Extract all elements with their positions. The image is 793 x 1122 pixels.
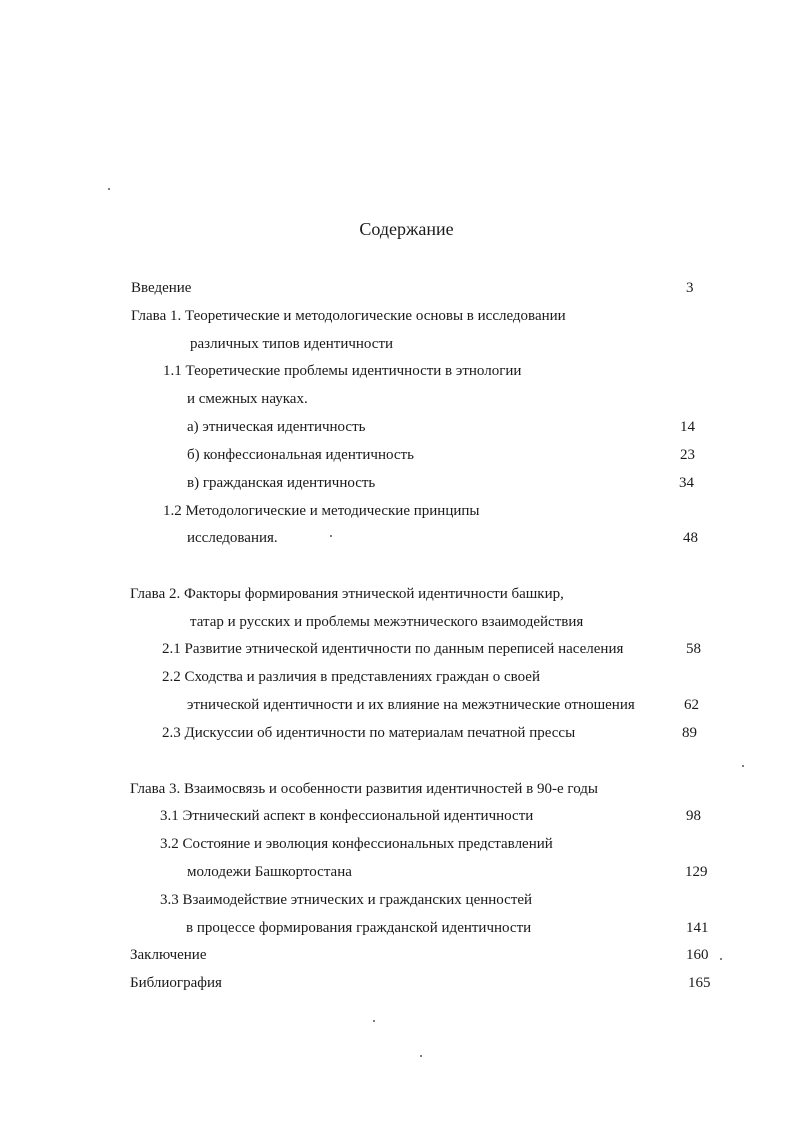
toc-entry-page: 62 [684, 697, 699, 713]
toc-entry-text: этнической идентичности и их влияние на межэтнические отношения [187, 697, 635, 713]
toc-entry-page: 23 [680, 447, 695, 463]
toc-entry-page: 165 [688, 975, 711, 991]
toc-entry-text: Введение [131, 280, 192, 296]
toc-entry-text: 3.2 Состояние и эволюция конфессиональных представлений [160, 836, 553, 852]
toc-entry-text: и смежных науках. [187, 391, 308, 407]
toc-entry-text: 3.3 Взаимодействие этнических и гражданских ценностей [160, 892, 533, 908]
scan-speck [420, 1055, 422, 1057]
toc-entry-page: 129 [685, 864, 708, 880]
toc-entry-text: в) гражданская идентичность [187, 475, 376, 491]
page-title: Содержание [359, 219, 454, 239]
toc-entry-text: Глава 1. Теоретические и методологические основы в исследовании [131, 308, 566, 324]
toc-entry-text: Библиография [130, 975, 222, 991]
scan-speck [373, 1020, 375, 1022]
toc-entry-text: 3.1 Этнический аспект в конфессиональной идентичности [160, 808, 534, 824]
toc-entry-page: 89 [682, 725, 697, 741]
toc-entry-text: татар и русских и проблемы межэтнического взаимодействия [190, 614, 584, 630]
scan-speck [742, 765, 744, 767]
toc-entry-text: 1.1 Теоретические проблемы идентичности в этнологии [163, 363, 522, 379]
toc-entry-text: в процессе формирования гражданской идентичности [186, 920, 532, 936]
toc-entry-page: 98 [686, 808, 701, 824]
toc-entry-text: Глава 3. Взаимосвязь и особенности развития идентичностей в 90-е годы [130, 781, 598, 797]
scan-speck [330, 535, 332, 537]
toc-entry-page: 160 [686, 947, 709, 963]
toc-entry-text: различных типов идентичности [190, 336, 394, 352]
toc-entry-text: 2.1 Развитие этнической идентичности по данным переписей населения [162, 641, 624, 657]
toc-entry-text: Заключение [130, 947, 207, 963]
scan-speck [108, 188, 110, 190]
toc-entry-text: а) этническая идентичность [187, 419, 366, 435]
toc-entry-page: 48 [683, 530, 698, 546]
toc-entry-page: 3 [686, 280, 694, 296]
toc-entry-text: исследования. [187, 530, 278, 546]
toc-entry-text: 2.2 Сходства и различия в представлениях граждан о своей [162, 669, 540, 685]
toc-entry-page: 141 [686, 920, 709, 936]
toc-entry-page: 34 [679, 475, 694, 491]
toc-entry-text: молодежи Башкортостана [187, 864, 352, 880]
toc-entry-text: Глава 2. Факторы формирования этнической идентичности башкир, [130, 586, 564, 602]
toc-entry-text: 1.2 Методологические и методические принципы [163, 503, 480, 519]
toc-entry-text: б) конфессиональная идентичность [187, 447, 414, 463]
toc-entry-page: 58 [686, 641, 701, 657]
toc-entry-page: 14 [680, 419, 695, 435]
toc-entry-text: 2.3 Дискуссии об идентичности по материалам печатной прессы [162, 725, 576, 741]
scan-speck [720, 958, 722, 960]
